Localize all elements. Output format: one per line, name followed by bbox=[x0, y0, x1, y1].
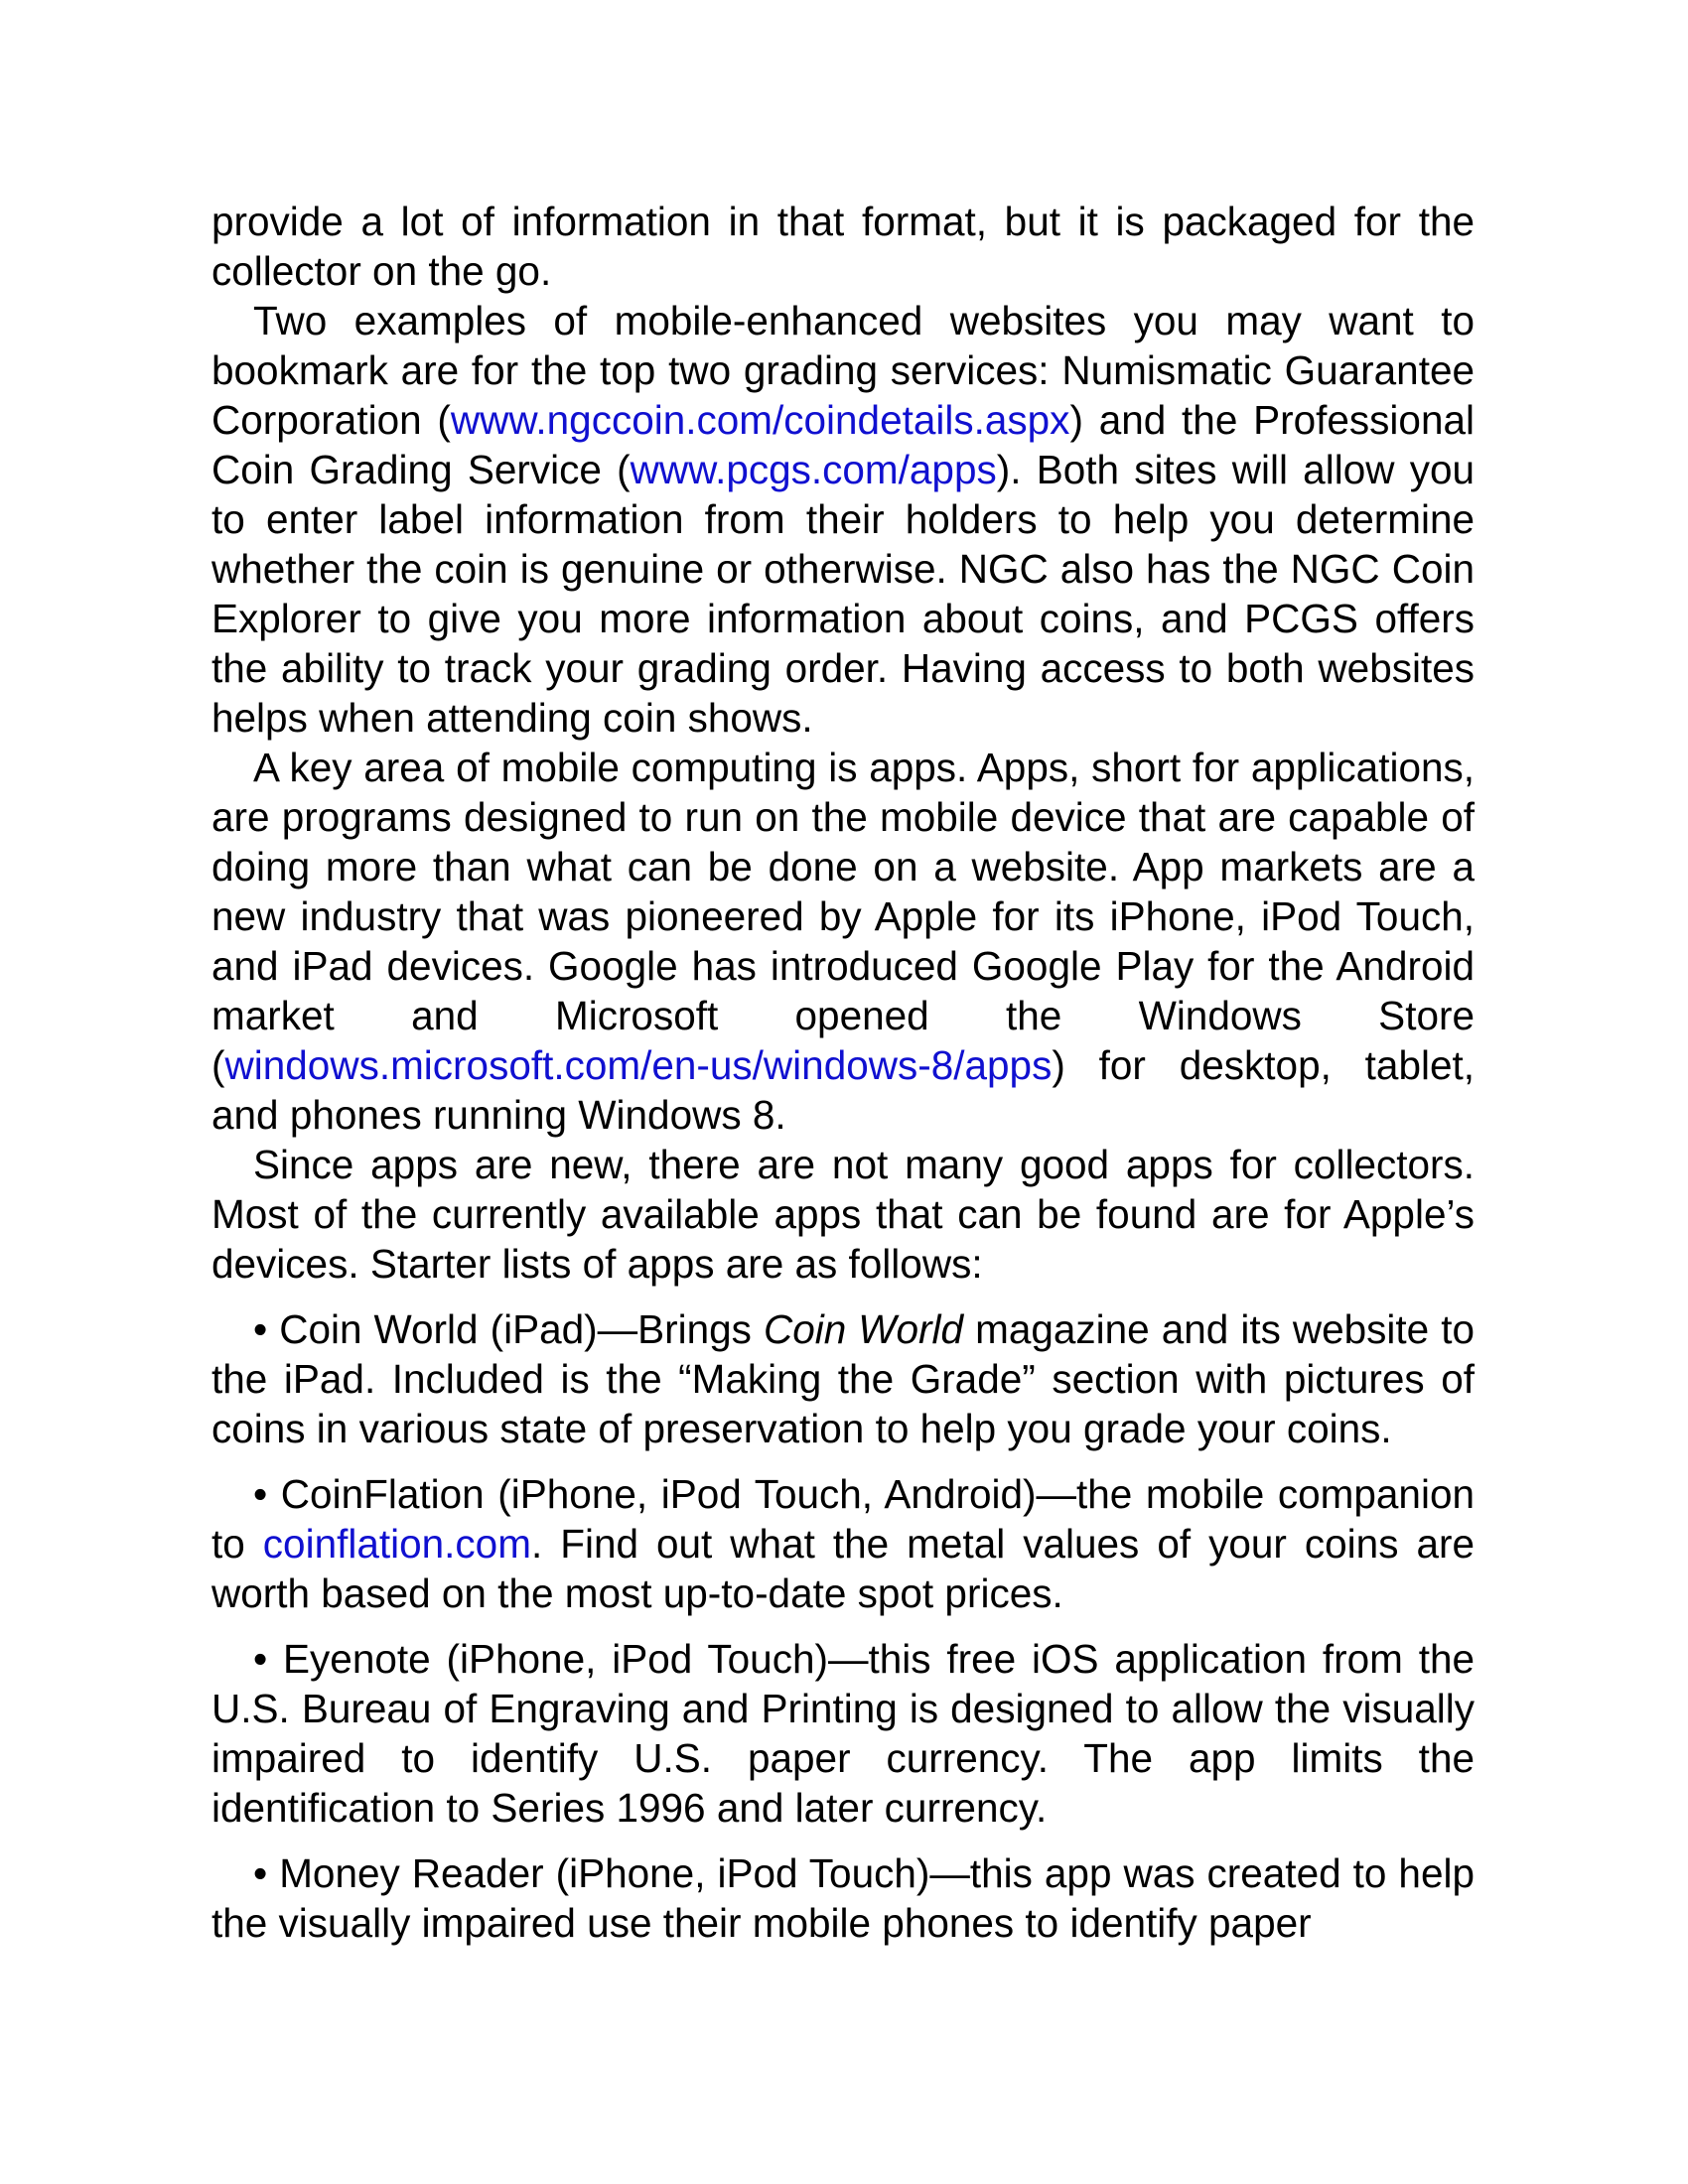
list-item-coin-world bbox=[211, 1304, 1475, 1453]
list-item-text: . Find out what the metal values of your coins are worth based on the most up-to-date spot prices. bbox=[211, 1521, 1475, 1616]
list-item-money-reader bbox=[211, 1848, 1475, 1948]
paragraph-text: A key area of mobile computing is apps. Apps, short for applications, are programs designed to run on the mobile device that are capable of doing more than what can be done on a website. App markets are a new industry that was pioneered by Apple for its iPhone, iPod Touch, and iPad devices. Google has introduced Google Play for the Android market and Microsoft opened the Windows Store ( bbox=[211, 745, 1475, 1088]
document-page bbox=[211, 197, 1475, 1948]
paragraph-starter-lists bbox=[211, 1140, 1475, 1289]
paragraph-text: ) and the Professional Coin Grading Service ( bbox=[211, 397, 1475, 492]
magazine-title: Coin World bbox=[763, 1306, 964, 1352]
paragraph-continuation bbox=[211, 197, 1475, 296]
coinflation-link[interactable]: coinflation.com bbox=[262, 1521, 531, 1567]
list-item-eyenote bbox=[211, 1634, 1475, 1833]
paragraph-grading-services bbox=[211, 296, 1475, 743]
paragraph-text: provide a lot of information in that format, but it is packaged for the collector on the go. bbox=[211, 199, 1475, 294]
paragraph-text: Two examples of mobile-enhanced websites you may want to bookmark are for the top two grading services: Numismatic Guarantee Corporation ( bbox=[211, 298, 1475, 443]
list-item-coinflation bbox=[211, 1469, 1475, 1618]
paragraph-text: ) for desktop, tablet, and phones running Windows 8. bbox=[211, 1042, 1475, 1138]
list-item-text: • Eyenote (iPhone, iPod Touch)—this free iOS application from the U.S. Bureau of Engraving and Printing is designed to allow the visually impaired to identify U.S. paper currency. The app limits the identification to Series 1996 and later currency. bbox=[211, 1636, 1475, 1831]
paragraph-text: ). Both sites will allow you to enter label information from their holders to help you determine whether the coin is genuine or otherwise. NGC also has the NGC Coin Explorer to give you more information about coins, and PCGS offers the ability to track your grading order. Having access to both websites helps when attending coin shows. bbox=[211, 447, 1475, 741]
windows-store-link[interactable]: windows.microsoft.com/en-us/windows-8/apps bbox=[224, 1042, 1053, 1088]
list-item-text: • Coin World (iPad)—Brings bbox=[253, 1306, 764, 1352]
paragraph-text: Since apps are new, there are not many good apps for collectors. Most of the currently available apps that can be found are for Apple’s devices. Starter lists of apps are as follows: bbox=[211, 1142, 1475, 1287]
list-item-text: • Money Reader (iPhone, iPod Touch)—this app was created to help the visually impaired use their mobile phones to identify paper bbox=[211, 1850, 1475, 1946]
ngc-link[interactable]: www.ngccoin.com/coindetails.aspx bbox=[450, 397, 1070, 443]
paragraph-apps bbox=[211, 743, 1475, 1140]
list-item-text: • CoinFlation (iPhone, iPod Touch, Android)—the mobile companion to bbox=[211, 1471, 1475, 1567]
list-item-text: magazine and its website to the iPad. Included is the “Making the Grade” section with pictures of coins in various state of preservation to help you grade your coins. bbox=[211, 1306, 1475, 1451]
pcgs-link[interactable]: www.pcgs.com/apps bbox=[630, 447, 997, 492]
